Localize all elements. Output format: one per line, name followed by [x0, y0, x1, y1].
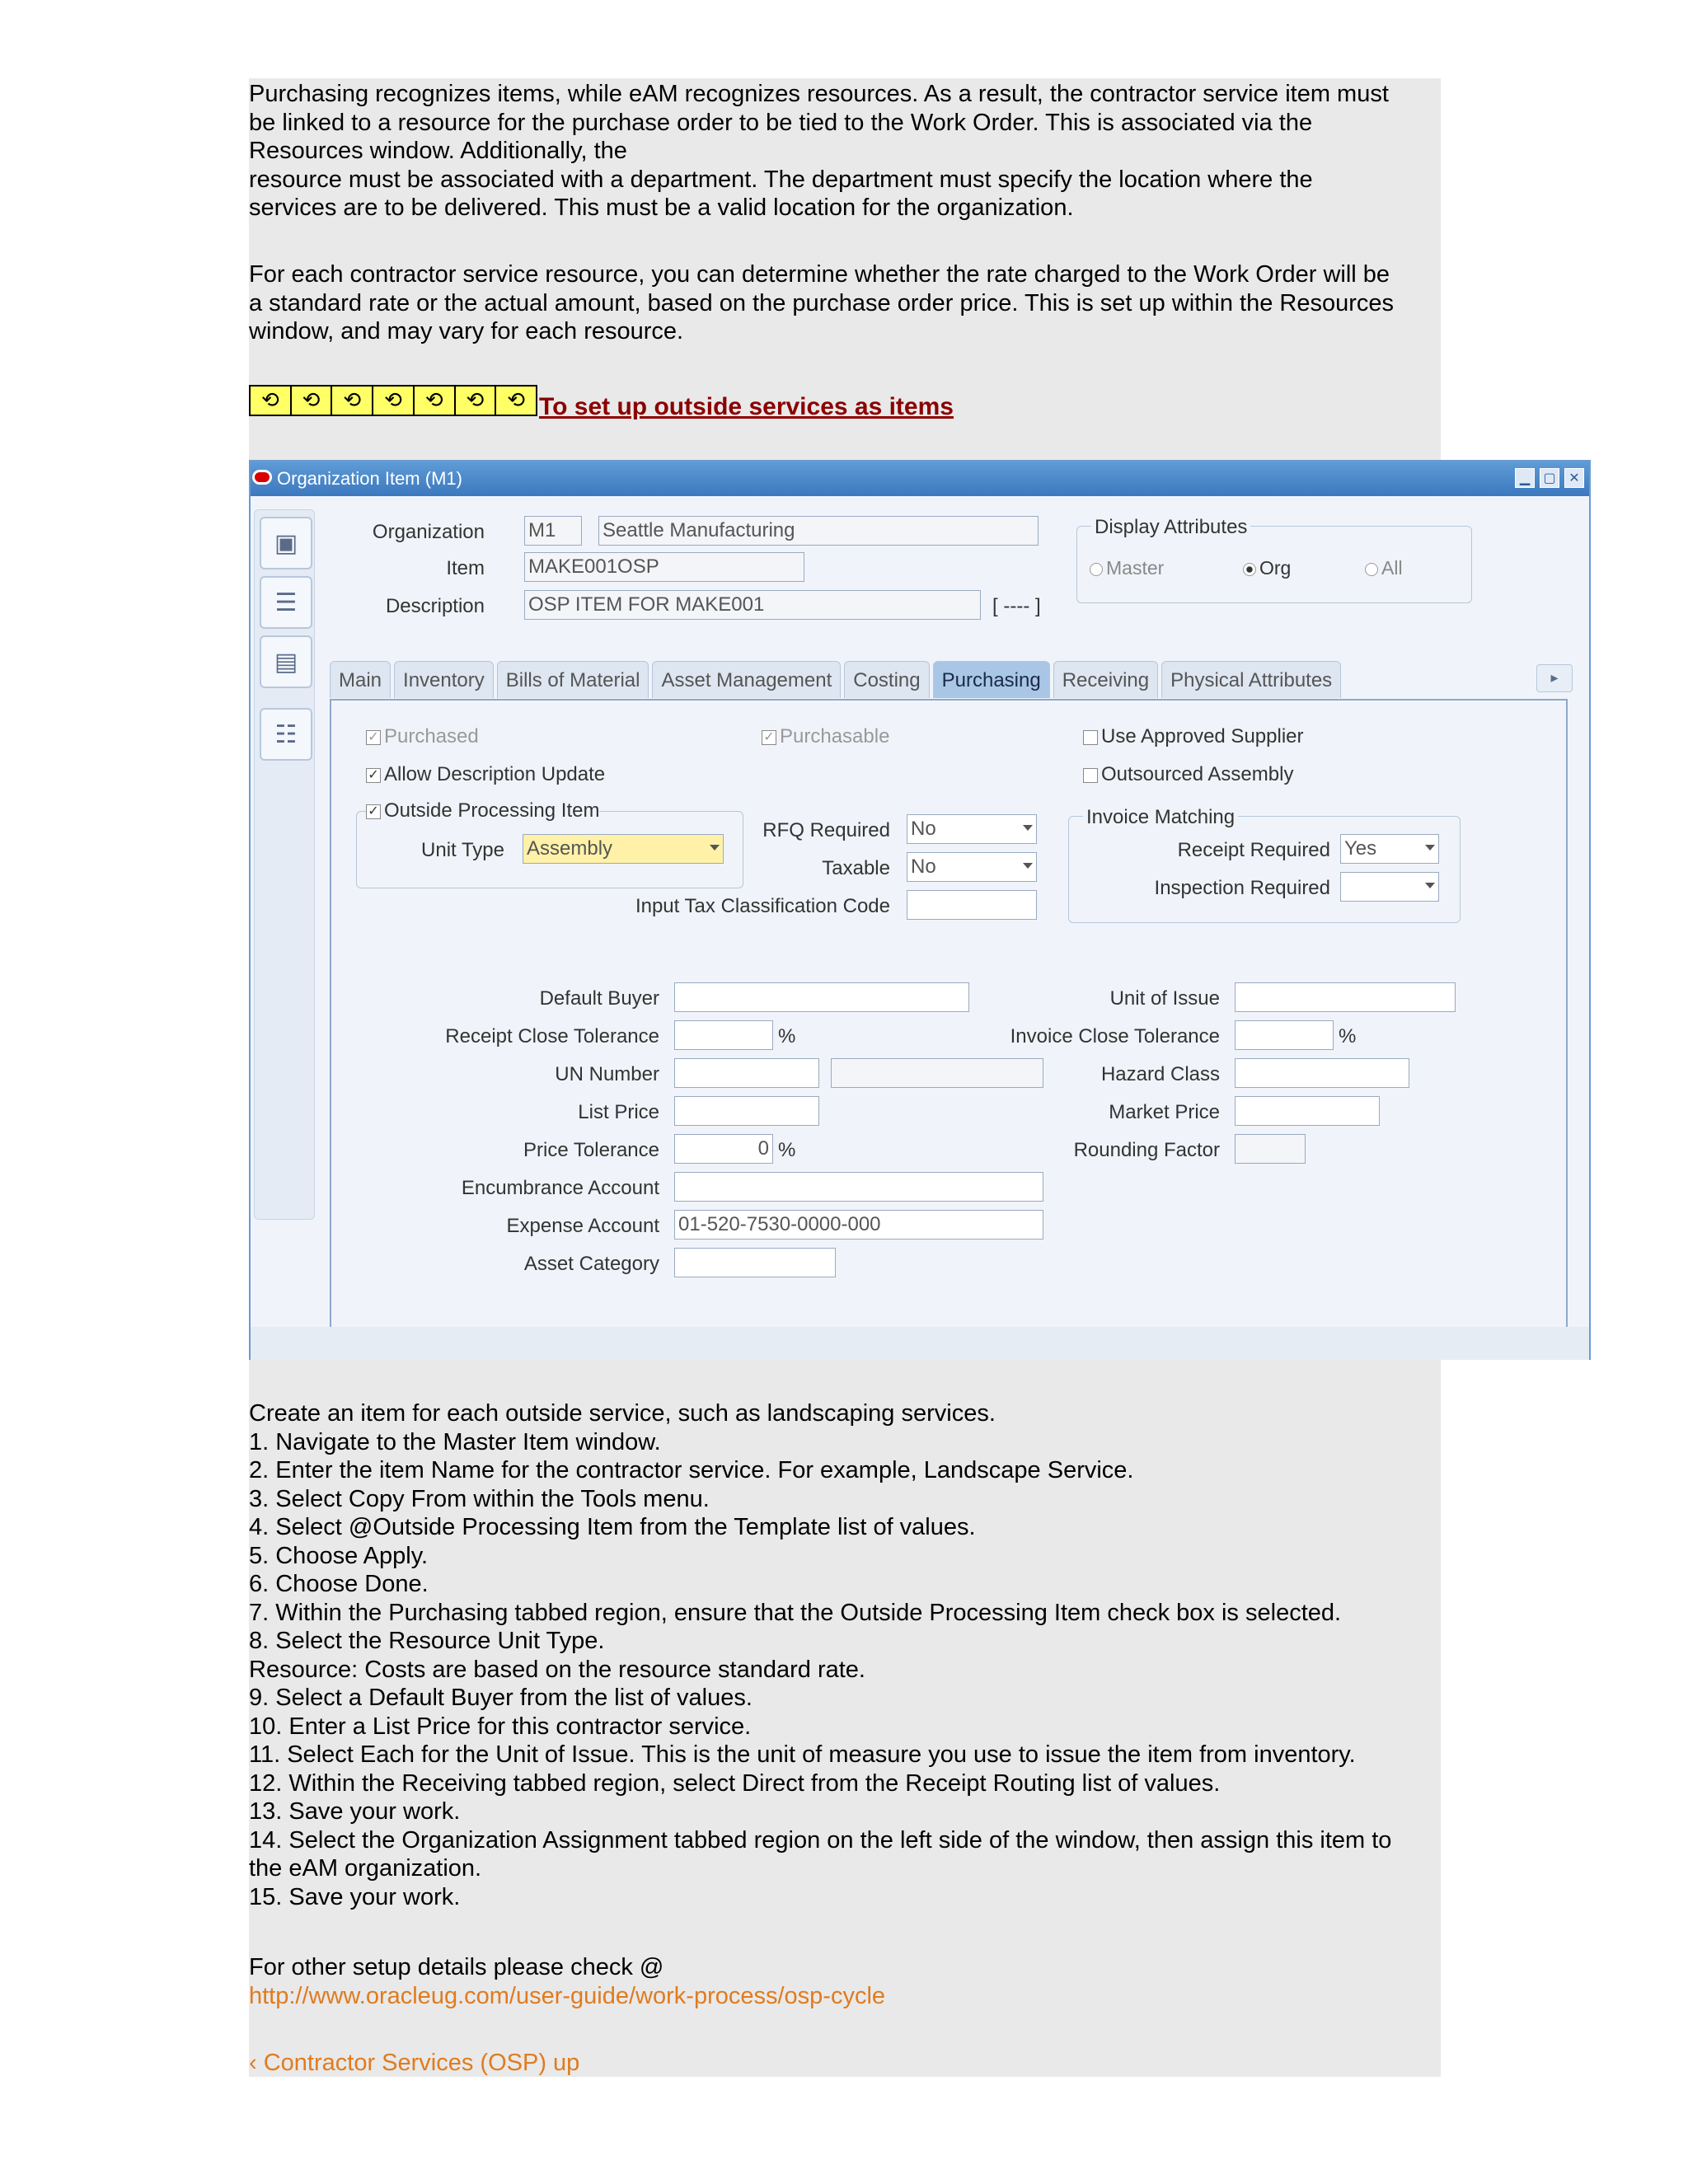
- input-tax-classification-label: Input Tax Classification Code: [635, 895, 890, 917]
- rounding-factor-label: Rounding Factor: [1073, 1139, 1220, 1161]
- step-line: Create an item for each outside service, such as landscaping services.: [249, 1400, 996, 1427]
- tab-main[interactable]: Main: [330, 661, 391, 698]
- refresh-icon[interactable]: ⟲: [507, 388, 526, 413]
- un-number-field[interactable]: [674, 1058, 819, 1088]
- invoice-matching-title: Invoice Matching: [1083, 806, 1238, 829]
- footer-text: For other setup details please check @: [249, 1954, 664, 1980]
- oracle-logo-icon: [252, 470, 272, 485]
- purchased-checkbox[interactable]: ✓ Purchased: [366, 725, 479, 748]
- purchasable-checkbox[interactable]: ✓ Purchasable: [762, 725, 889, 748]
- step-line: 6. Choose Done.: [249, 1571, 429, 1597]
- inspection-required-select[interactable]: [1340, 872, 1439, 902]
- step-line: Resource: Costs are based on the resource standard rate.: [249, 1656, 865, 1683]
- step-line: 7. Within the Purchasing tabbed region, ensure that the Outside Processing Item check box is selected.: [249, 1599, 1342, 1626]
- folder-icon[interactable]: ▣: [260, 517, 312, 569]
- organization-item-window: [249, 460, 1591, 1360]
- step-line: the eAM organization.: [249, 1855, 482, 1882]
- refresh-icon[interactable]: ⟲: [456, 387, 497, 415]
- step-line: 2. Enter the item Name for the contractor service. For example, Landscape Service.: [249, 1457, 1134, 1483]
- receipt-close-tolerance-label: Receipt Close Tolerance: [445, 1025, 659, 1047]
- asset-category-field[interactable]: [674, 1248, 836, 1277]
- step-line: 12. Within the Receiving tabbed region, select Direct from the Receipt Routing list of values.: [249, 1769, 1221, 1797]
- organization-label: Organization: [372, 521, 485, 543]
- unit-of-issue-label: Unit of Issue: [1109, 987, 1220, 1010]
- description-field[interactable]: OSP ITEM FOR MAKE001: [524, 590, 981, 620]
- item-tabs: [330, 661, 1341, 699]
- attachment-icon[interactable]: ▤: [260, 635, 312, 688]
- price-tolerance-field[interactable]: 0: [674, 1134, 773, 1164]
- receipt-close-percent: %: [778, 1025, 796, 1047]
- step-line: 14. Select the Organization Assignment tabbed region on the left side of the window, then assign this item to: [249, 1826, 1392, 1854]
- refresh-icon[interactable]: ⟲: [292, 387, 333, 415]
- expense-account-field[interactable]: 01-520-7530-0000-000: [674, 1210, 1043, 1240]
- refresh-icon[interactable]: ⟲: [415, 387, 456, 415]
- window-bottom-strip: [251, 1327, 1589, 1360]
- tab-physical-attributes[interactable]: Physical Attributes: [1161, 661, 1341, 698]
- use-approved-supplier-checkbox[interactable]: Use Approved Supplier: [1083, 725, 1303, 748]
- receipt-required-label: Receipt Required: [1177, 839, 1330, 861]
- close-icon[interactable]: ✕: [1564, 468, 1584, 488]
- step-line: 4. Select @Outside Processing Item from the Template list of values.: [249, 1514, 976, 1540]
- step-line: 1. Navigate to the Master Item window.: [249, 1428, 661, 1455]
- receipt-required-select[interactable]: Yes: [1340, 834, 1439, 864]
- minimize-icon[interactable]: ▁: [1515, 468, 1535, 488]
- osp-cycle-link[interactable]: http://www.oracleug.com/user-guide/work-process/osp-cycle: [249, 1983, 886, 2009]
- expense-account-label: Expense Account: [506, 1215, 659, 1237]
- unit-type-select[interactable]: Assembly: [523, 834, 724, 864]
- rounding-factor-field[interactable]: [1235, 1134, 1306, 1164]
- display-master-radio[interactable]: Master: [1090, 557, 1164, 579]
- step-line: 10. Enter a List Price for this contractor service.: [249, 1713, 752, 1740]
- tab-bills-of-material[interactable]: Bills of Material: [497, 661, 649, 698]
- tab-purchasing[interactable]: Purchasing: [933, 661, 1050, 698]
- market-price-label: Market Price: [1109, 1101, 1220, 1123]
- inspection-required-label: Inspection Required: [1154, 877, 1330, 899]
- refresh-icon[interactable]: ⟲: [332, 387, 373, 415]
- rfq-required-select[interactable]: No: [907, 814, 1037, 844]
- invoice-close-percent: %: [1339, 1025, 1357, 1047]
- intro-paragraph-1: Purchasing recognizes items, while eAM recognizes resources. As a result, the contractor service item must be linked to a resource for the purchase order to be tied to the Work Order. This is associated via the Resources window. Additionally, the resource must be associated with a department. The department must specify the location where the services are to be delivered. This must be a valid location for the organization.: [249, 81, 1389, 221]
- tab-costing[interactable]: Costing: [844, 661, 929, 698]
- organization-name-field[interactable]: Seattle Manufacturing: [598, 516, 1039, 546]
- hazard-class-label: Hazard Class: [1100, 1063, 1220, 1085]
- taxable-select[interactable]: No: [907, 852, 1037, 882]
- display-attributes-title: Display Attributes: [1091, 516, 1250, 539]
- display-org-radio[interactable]: Org: [1243, 557, 1291, 579]
- price-tolerance-label: Price Tolerance: [523, 1139, 659, 1161]
- action-icon-strip[interactable]: [249, 385, 537, 416]
- section-link-outside-services[interactable]: To set up outside services as items: [539, 393, 954, 420]
- description-label: Description: [385, 595, 485, 617]
- organization-code-field[interactable]: M1: [524, 516, 582, 546]
- display-all-radio[interactable]: All: [1365, 557, 1403, 579]
- step-line: 5. Choose Apply.: [249, 1542, 429, 1569]
- unit-type-label: Unit Type: [421, 839, 504, 861]
- tab-receiving[interactable]: Receiving: [1053, 661, 1158, 698]
- invoice-close-tolerance-label: Invoice Close Tolerance: [1010, 1025, 1220, 1047]
- market-price-field[interactable]: [1235, 1096, 1380, 1126]
- allow-description-update-checkbox[interactable]: ✓ Allow Description Update: [366, 763, 605, 786]
- item-field[interactable]: MAKE001OSP: [524, 552, 804, 582]
- setup-steps: [249, 1399, 1441, 1911]
- outsourced-assembly-checkbox[interactable]: Outsourced Assembly: [1083, 763, 1293, 786]
- input-tax-classification-field[interactable]: [907, 890, 1037, 920]
- descriptive-flexfield[interactable]: [ ---- ]: [992, 595, 1041, 617]
- window-title: Organization Item (M1): [277, 468, 462, 489]
- refresh-icon[interactable]: ⟲: [251, 387, 292, 415]
- intro-paragraph-2: For each contractor service resource, you can determine whether the rate charged to the Work Order will be a standard rate or the actual amount, based on the purchase order price. This is set up within the Resources window, and may vary for each resource.: [249, 261, 1395, 344]
- default-buyer-field[interactable]: [674, 982, 969, 1012]
- window-title-bar: [251, 462, 1589, 496]
- step-line: 13. Save your work.: [249, 1798, 461, 1825]
- maximize-icon[interactable]: ▢: [1540, 468, 1559, 488]
- step-line: 11. Select Each for the Unit of Issue. This is the unit of measure you use to issue the item from inventory.: [249, 1741, 1356, 1768]
- invoice-matching-group: [1068, 816, 1461, 923]
- price-tolerance-percent: %: [778, 1139, 796, 1161]
- default-buyer-label: Default Buyer: [539, 987, 659, 1010]
- outside-processing-item-checkbox[interactable]: ✓ Outside Processing Item: [366, 799, 599, 823]
- asset-category-label: Asset Category: [523, 1253, 659, 1275]
- taxable-label: Taxable: [822, 857, 890, 879]
- item-tree-icon[interactable]: ☷: [260, 708, 312, 761]
- encumbrance-account-label: Encumbrance Account: [461, 1177, 659, 1199]
- step-line: 9. Select a Default Buyer from the list of values.: [249, 1685, 753, 1711]
- previous-page-link[interactable]: ‹ Contractor Services (OSP) up: [249, 2050, 580, 2076]
- step-line: 8. Select the Resource Unit Type.: [249, 1628, 605, 1654]
- unit-of-issue-field[interactable]: [1235, 982, 1456, 1012]
- document-list-icon[interactable]: ☰: [260, 576, 312, 629]
- tab-scroll-right-icon[interactable]: ▸: [1536, 664, 1573, 692]
- encumbrance-account-field[interactable]: [674, 1172, 1043, 1202]
- item-label: Item: [446, 557, 485, 579]
- invoice-close-tolerance-field[interactable]: [1235, 1020, 1334, 1050]
- receipt-close-tolerance-field[interactable]: [674, 1020, 773, 1050]
- step-line: 15. Save your work.: [249, 1883, 461, 1910]
- left-toolbar: [254, 509, 315, 1220]
- tab-inventory[interactable]: Inventory: [394, 661, 494, 698]
- refresh-icon[interactable]: ⟲: [373, 387, 415, 415]
- tab-asset-management[interactable]: Asset Management: [652, 661, 841, 698]
- list-price-field[interactable]: [674, 1096, 819, 1126]
- un-number-label: UN Number: [555, 1063, 659, 1085]
- hazard-class-field[interactable]: [1235, 1058, 1409, 1088]
- rfq-required-label: RFQ Required: [762, 819, 890, 841]
- list-price-label: List Price: [578, 1101, 659, 1123]
- step-line: 3. Select Copy From within the Tools menu.: [249, 1485, 710, 1512]
